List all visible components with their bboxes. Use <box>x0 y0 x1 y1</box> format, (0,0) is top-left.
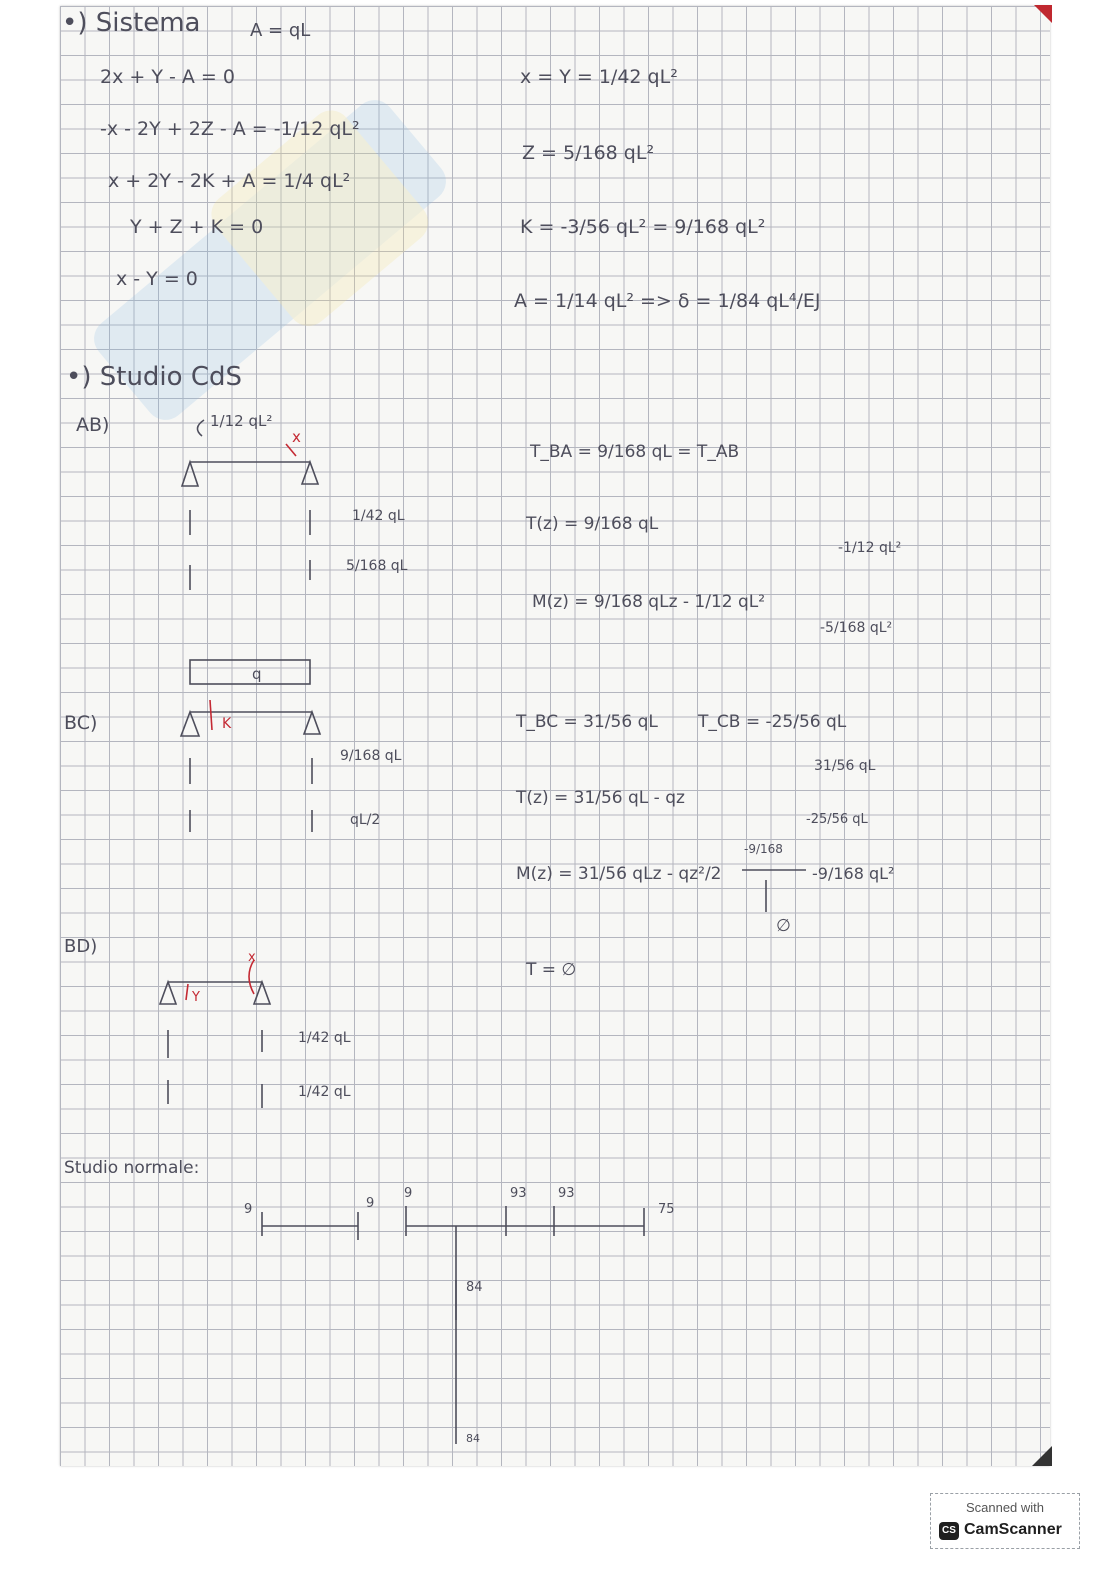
badge-scanned-with: Scanned with <box>965 1500 1045 1515</box>
ab-force-label-2: 5/168 qL <box>346 558 408 574</box>
ab-result-mz: M(z) = 9/168 qLz - 1/12 qL² <box>532 592 766 612</box>
bc-m-value-top: -9/168 <box>744 842 783 856</box>
ab-red-mark <box>286 444 296 456</box>
bd-force-label-2: 1/42 qL <box>298 1084 351 1100</box>
normale-value-8: 84 <box>466 1432 480 1445</box>
equation-5: x - Y = 0 <box>116 268 198 290</box>
ab-result-tz: T(z) = 9/168 qL <box>526 514 659 534</box>
result-a-delta: A = 1/14 qL² => δ = 1/84 qL⁴/EJ <box>514 290 821 312</box>
bc-red-mark <box>210 700 212 730</box>
ab-brace-top: -1/12 qL² <box>838 540 902 556</box>
normale-value-4: 93 <box>510 1186 527 1201</box>
ab-moment-label: 1/12 qL² <box>210 412 273 430</box>
equation-3: x + 2Y - 2K + A = 1/4 qL² <box>108 170 351 192</box>
normale-value-6: 75 <box>658 1202 675 1217</box>
ab-moment-arc <box>197 420 204 436</box>
camscanner-logo-icon: CS <box>939 1522 959 1540</box>
ab-label: AB) <box>76 414 110 436</box>
bd-support-left <box>160 982 176 1004</box>
sistema-heading: •) Sistema <box>62 8 201 38</box>
bc-m-value-bottom: ∅ <box>776 916 791 936</box>
studio-normale-heading: Studio normale: <box>64 1158 200 1178</box>
bc-support-right <box>304 712 320 734</box>
ab-force-label-1: 1/42 qL <box>352 508 405 524</box>
bd-force-label-1: 1/42 qL <box>298 1030 351 1046</box>
bc-result-tcb: T_CB = -25/56 qL <box>698 712 847 732</box>
bd-support-right <box>254 982 270 1004</box>
normale-value-5: 93 <box>558 1186 575 1201</box>
bd-red-mark <box>186 984 188 1000</box>
result-xy: x = Y = 1/42 qL² <box>520 66 678 88</box>
bd-point-label-x: x <box>248 950 256 965</box>
equation-4: Y + Z + K = 0 <box>130 216 264 238</box>
badge-app-name: CamScanner <box>964 1521 1062 1538</box>
normale-value-7: 84 <box>466 1280 483 1295</box>
result-z: Z = 5/168 qL² <box>522 142 655 164</box>
result-k: K = -3/56 qL² = 9/168 qL² <box>520 216 766 238</box>
ab-brace-bottom: -5/168 qL² <box>820 620 893 636</box>
bc-label: BC) <box>64 712 98 734</box>
bc-m-value-right: -9/168 qL² <box>812 864 895 883</box>
bc-result-mz: M(z) = 31/56 qLz - qz²/2 <box>516 864 722 884</box>
bc-force-label-1: 9/168 qL <box>340 748 402 764</box>
bc-support-left <box>181 712 199 736</box>
equation-2: -x - 2Y + 2Z - A = -1/12 qL² <box>100 118 360 140</box>
bc-brace-bottom: -25/56 qL <box>806 812 868 827</box>
ab-result-tba: T_BA = 9/168 qL = T_AB <box>530 442 740 462</box>
studio-cds-heading: •) Studio CdS <box>66 362 242 392</box>
bd-red-arc <box>249 960 254 994</box>
bc-brace-top: 31/56 qL <box>814 758 876 774</box>
normale-value-3: 9 <box>404 1186 413 1201</box>
ab-point-label: x <box>292 428 301 446</box>
bc-point-label: K <box>222 716 232 732</box>
equation-1: 2x + Y - A = 0 <box>100 66 235 88</box>
bc-load-block <box>190 660 310 684</box>
normale-value-1: 9 <box>244 1202 253 1217</box>
ab-support-right <box>302 462 318 484</box>
normale-value-2: 9 <box>366 1196 375 1211</box>
bd-label: BD) <box>64 936 98 957</box>
bc-result-tbc: T_BC = 31/56 qL <box>516 712 658 732</box>
bc-load-label: q <box>252 665 262 683</box>
bc-result-tz: T(z) = 31/56 qL - qz <box>516 788 685 808</box>
bc-force-label-2: qL/2 <box>350 812 381 828</box>
bd-point-label-y: Y <box>192 990 200 1005</box>
a-header: A = qL <box>250 20 311 41</box>
camscanner-badge <box>930 1493 1080 1549</box>
ab-support-left <box>182 462 198 486</box>
bd-result: T = ∅ <box>526 960 577 980</box>
